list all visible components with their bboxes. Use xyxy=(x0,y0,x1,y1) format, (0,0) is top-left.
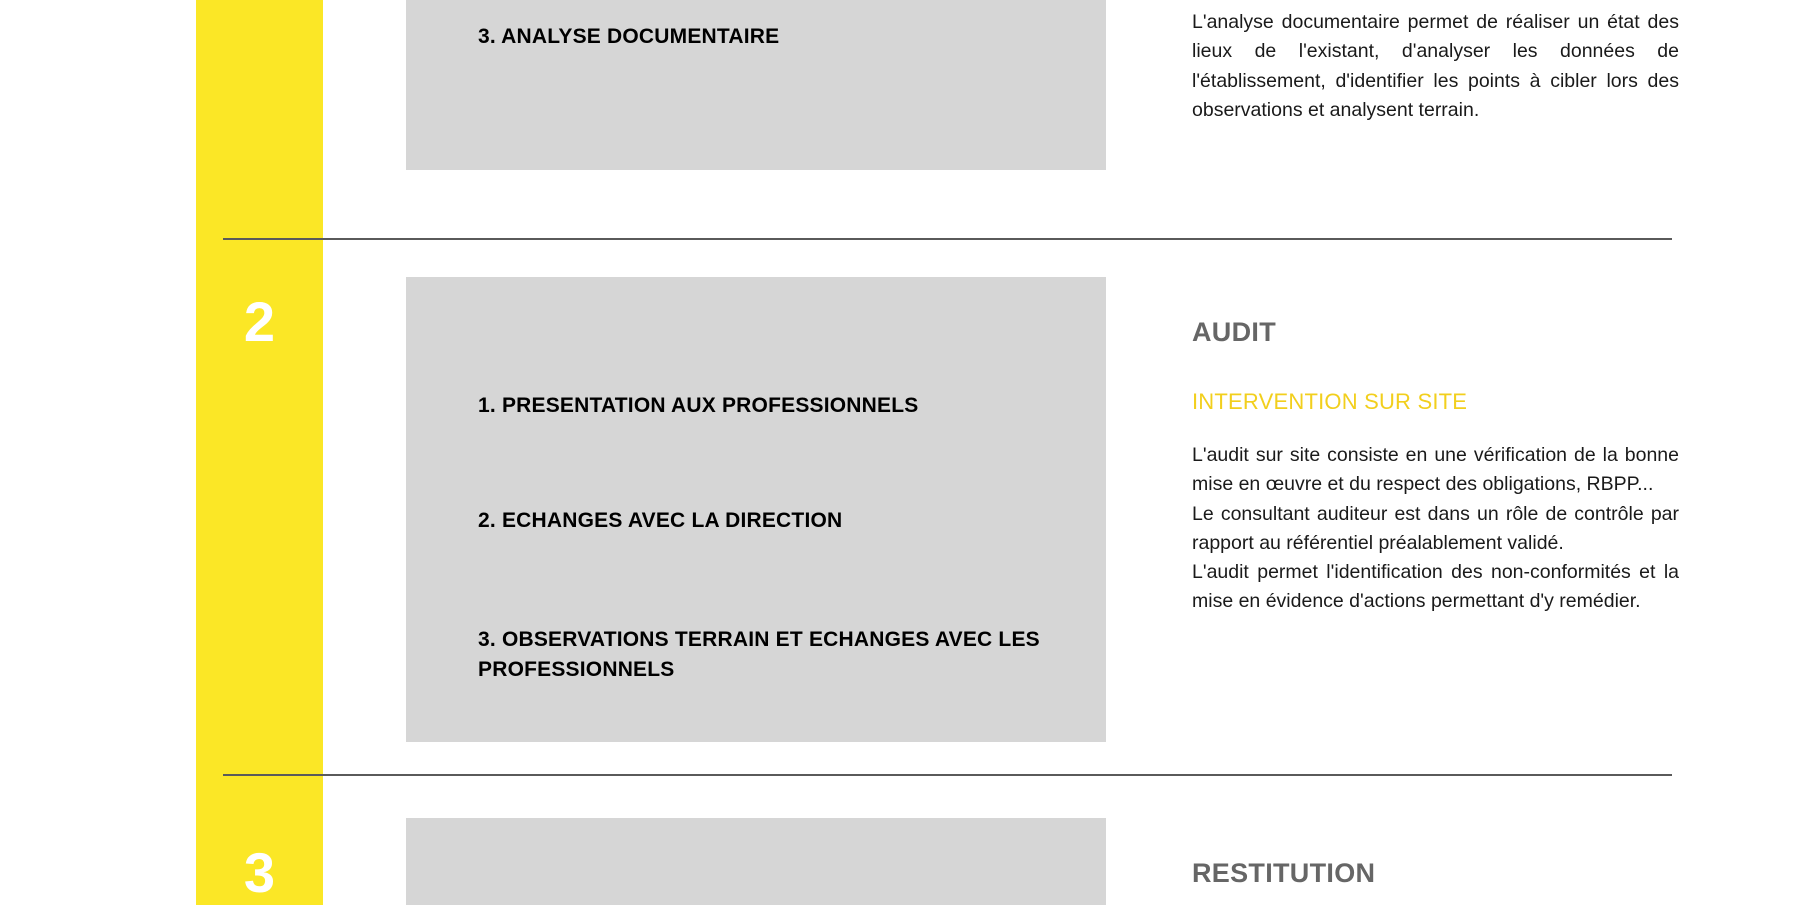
box-item-analyse-documentaire: 3. ANALYSE DOCUMENTAIRE xyxy=(478,25,780,48)
step-number-3: 3 xyxy=(243,841,276,904)
yellow-accent-band xyxy=(196,0,323,905)
paragraph: L'audit sur site consiste en une vérification de la bonne mise en œuvre et du respect des obligations, RBPP... xyxy=(1192,444,1679,496)
right-body-section-2 xyxy=(1192,441,1679,617)
paragraph: L'audit permet l'identification des non-conformités et la mise en évidence d'actions permettant d'y remédier. xyxy=(1192,561,1679,613)
paragraph: L'analyse documentaire permet de réaliser un état des lieux de l'existant, d'analyser les données de l'établissement, d'identifier les points à cibler lors des observations et analysent terrain. xyxy=(1192,11,1679,121)
box-item-presentation-professionnels: 1. PRESENTATION AUX PROFESSIONNELS xyxy=(478,394,919,417)
separator-2 xyxy=(223,774,1672,776)
right-title-restitution: RESTITUTION xyxy=(1192,858,1376,888)
box-item-echanges-direction: 2. ECHANGES AVEC LA DIRECTION xyxy=(478,509,843,532)
step-number-2: 2 xyxy=(243,290,276,353)
grey-box-section-3 xyxy=(406,818,1106,905)
separator-1 xyxy=(223,238,1672,240)
box-item-observations-terrain: 3. OBSERVATIONS TERRAIN ET ECHANGES AVEC LES PROFESSIONNELS xyxy=(478,628,1040,682)
right-body-section-1 xyxy=(1192,8,1679,125)
right-title-audit: AUDIT xyxy=(1192,317,1276,347)
paragraph: Le consultant auditeur est dans un rôle de contrôle par rapport au référentiel préalablement validé. xyxy=(1192,502,1679,554)
right-subtitle-intervention-sur-site: INTERVENTION SUR SITE xyxy=(1192,389,1468,414)
